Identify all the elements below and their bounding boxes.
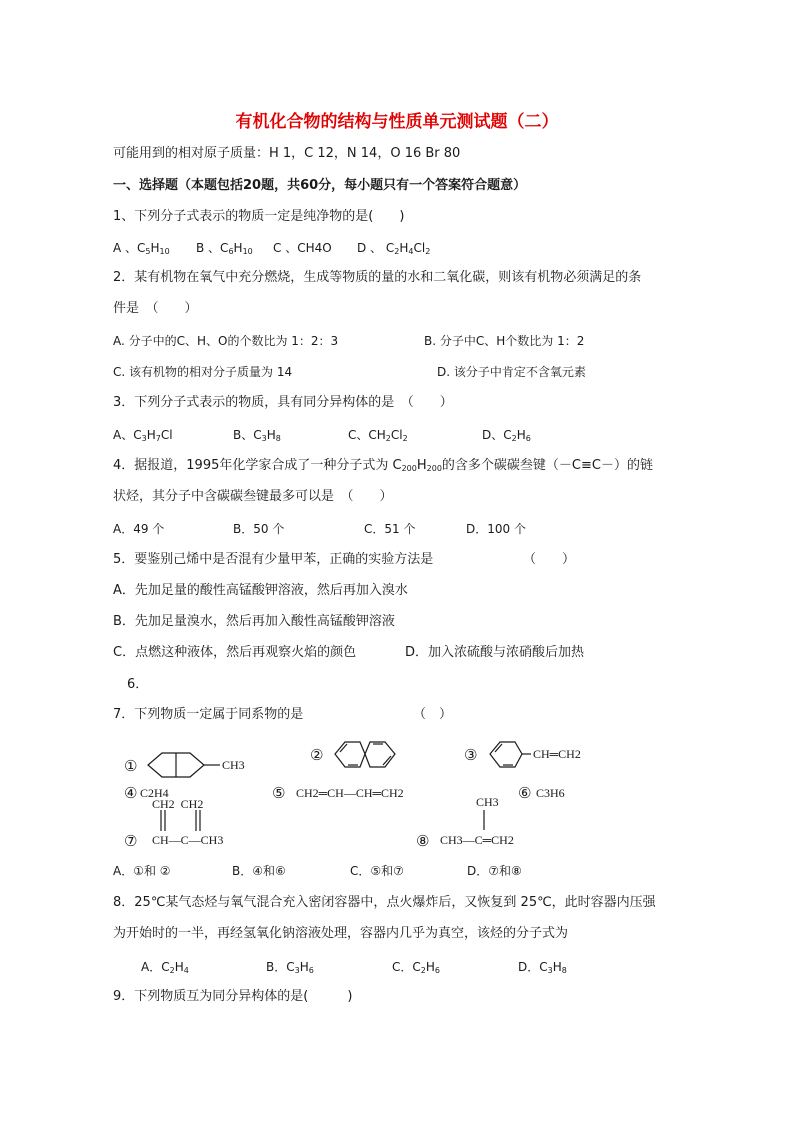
structure-label-8: ⑧ — [416, 832, 430, 850]
q1-option-c: C 、CH4O — [273, 241, 332, 255]
q7-structures — [0, 728, 794, 854]
q2-option-a: A. 分子中的C、H、O的个数比为 1：2：3 — [113, 334, 339, 348]
naphthalene-ring-right — [365, 742, 395, 767]
q7-option-b: B．④和⑥ — [232, 864, 286, 878]
q9-stem: 9．下列物质互为同分异构体的是( ) — [113, 989, 353, 1004]
q3-option-a: A、$C_3H_7Cl$ — [113, 428, 173, 443]
s7-bottom-text: CH—C—CH3 — [152, 833, 224, 847]
structure-label-6: ⑥ — [518, 784, 532, 802]
structure-label-5: ⑤ — [272, 784, 286, 802]
q3-stem: 3．下列分子式表示的物质，具有同分异构体的是 （ ） — [113, 395, 453, 410]
q5-stem: 5．要鉴别己烯中是否混有少量甲苯，正确的实验方法是 — [113, 552, 434, 567]
q4-stem-line2: 状烃，其分子中含碳碳叁键最多可以是 （ ） — [113, 489, 393, 504]
q2-option-b: B. 分子中C、H个数比为 1：2 — [424, 334, 585, 348]
q1-option-d: D 、 $C_2H_4Cl_2$ — [357, 241, 431, 256]
structure-label-4: ④ — [124, 784, 138, 802]
q1-option-a: A 、$C_5H_{10}$ — [113, 241, 170, 256]
q7-option-a: A．①和 ② — [113, 864, 171, 878]
naphthalene-double-bond-1 — [340, 744, 347, 752]
s5-formula-text: CH2═CH—CH═CH2 — [296, 786, 404, 800]
structure-label-1: ① — [124, 757, 138, 775]
q2-option-d: D. 该分子中肯定不含氧元素 — [437, 365, 586, 379]
section-heading: 一、选择题（本题包括20题，共60分，每小题只有一个答案符合题意） — [113, 178, 527, 193]
s4-formula-text: C2H4 — [140, 786, 169, 800]
q4-option-a: A．49 个 — [113, 522, 165, 536]
q4-option-c: C．51 个 — [364, 522, 416, 536]
document-title: 有机化合物的结构与性质单元测试题（二） — [235, 112, 559, 132]
s8-bottom-text: CH3—C═CH2 — [440, 833, 514, 847]
naphthalene-ring-left — [335, 742, 365, 767]
q7-option-c: C．⑤和⑦ — [350, 864, 404, 878]
q2-stem-line2: 件是 （ ） — [113, 301, 198, 316]
q5-option-c: C．点燃这种液体，然后再观察火焰的颜色 — [113, 645, 357, 660]
q4-stem-line1: 4．据报道，1995年化学家合成了一种分子式为 $C_{200}H_{200}$的含多个碳碳叁键（－C≡C－）的链 — [113, 458, 653, 473]
s8-top-text: CH3 — [476, 795, 499, 809]
q6-stem: 6． — [127, 677, 149, 692]
q8-option-d: D．$C_3H_8$ — [518, 960, 567, 975]
s1-methyl-text: CH3 — [222, 758, 245, 772]
q1-option-b: B 、$C_6H_{10}$ — [196, 241, 253, 256]
q3-option-b: B、$C_3H_8$ — [233, 428, 281, 443]
q8-stem-line2: 为开始时的一半，再经氢氧化钠溶液处理，容器内几乎为真空，该烃的分子式为 — [113, 926, 569, 941]
styrene-double-bond-1 — [495, 744, 502, 752]
q7-option-d: D．⑦和⑧ — [467, 864, 522, 878]
atomic-mass-line: 可能用到的相对原子质量：H 1，C 12，N 14，O 16 Br 80 — [113, 146, 461, 161]
q3-option-c: C、$CH_2Cl_2$ — [348, 428, 408, 443]
q5-answer-paren: （ ） — [523, 552, 576, 567]
q8-option-c: C．$C_2H_6$ — [392, 960, 440, 975]
q5-option-a: A．先加足量的酸性高锰酸钾溶液，然后再加入溴水 — [113, 583, 408, 598]
q4-option-d: D．100 个 — [466, 522, 526, 536]
q7-stem: 7．下列物质一定属于同系物的是 — [113, 707, 304, 722]
q8-stem-line1: 8．25℃某气态烃与氧气混合充入密闭容器中，点火爆炸后，又恢复到 25℃，此时容器内压强 — [113, 895, 656, 910]
structure-label-7: ⑦ — [124, 832, 138, 850]
structure-label-2: ② — [310, 746, 324, 764]
styrene-ring — [490, 742, 522, 767]
q5-option-d: D．加入浓硫酸与浓硝酸后加热 — [405, 645, 585, 660]
q2-stem-line1: 2．某有机物在氧气中充分燃烧，生成等物质的量的水和二氧化碳，则该有机物必须满足的条 — [113, 270, 642, 285]
s7-top-text: CH2 CH2 — [152, 797, 204, 811]
q8-option-a: A．$C_2H_4$ — [141, 960, 189, 975]
q2-option-c: C. 该有机物的相对分子质量为 14 — [113, 365, 293, 379]
q5-option-b: B．先加足量溴水，然后再加入酸性高锰酸钾溶液 — [113, 614, 395, 629]
q1-stem: 1、下列分子式表示的物质一定是纯净物的是( ) — [113, 209, 405, 224]
q3-option-d: D、$C_2H_6$ — [482, 428, 531, 443]
s3-vinyl-text: CH═CH2 — [533, 747, 581, 761]
s6-formula-text: C3H6 — [536, 786, 565, 800]
q8-option-b: B．$C_3H_6$ — [266, 960, 314, 975]
structure-label-3: ③ — [464, 746, 478, 764]
q4-option-b: B．50 个 — [233, 522, 285, 536]
q7-answer-paren: （ ） — [413, 707, 453, 722]
